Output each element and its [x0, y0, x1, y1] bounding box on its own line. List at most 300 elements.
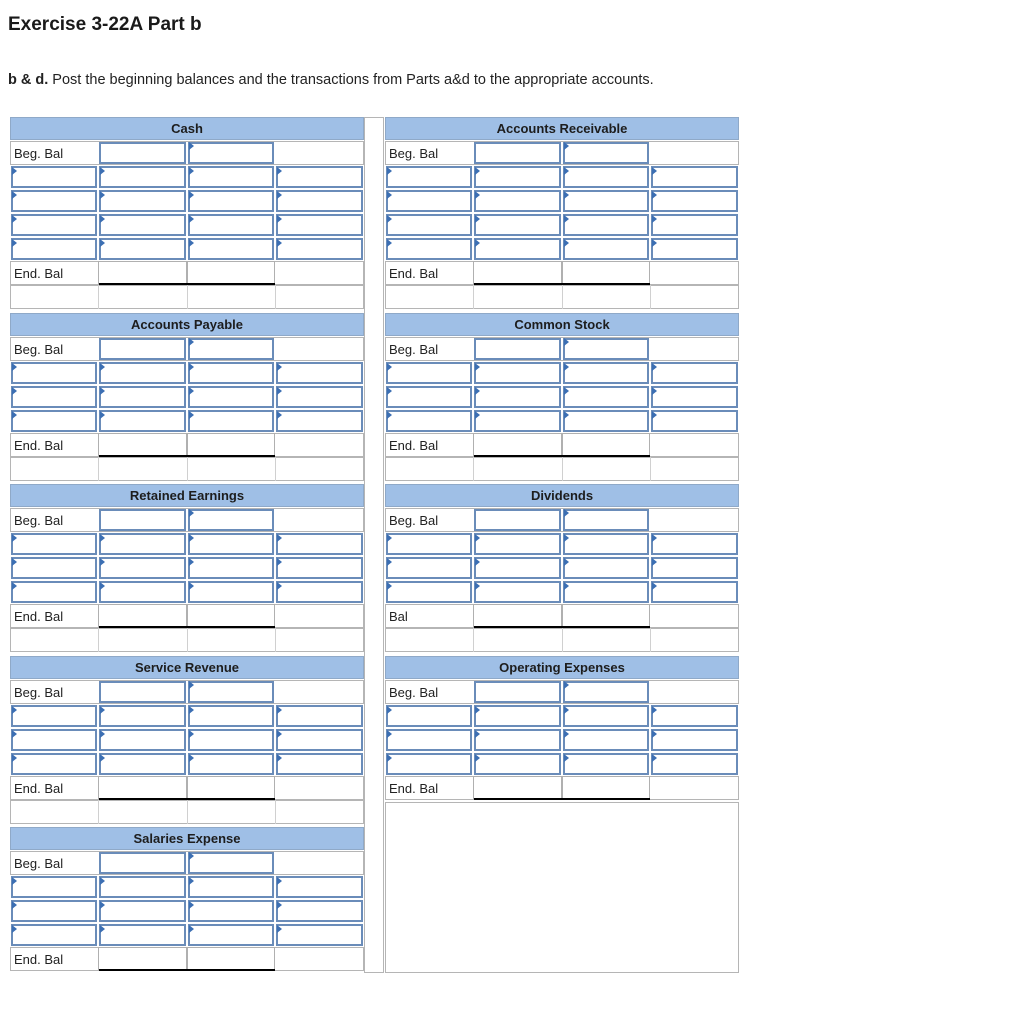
column-separator	[364, 117, 384, 973]
retained-earnings-end-label: End. Bal	[14, 609, 64, 624]
cash-tx-input[interactable]	[188, 214, 274, 236]
operating-expenses-title: Operating Expenses	[385, 656, 739, 679]
cell-divider	[98, 628, 99, 652]
dropdown-marker-icon	[189, 239, 194, 247]
cell-divider	[275, 628, 276, 652]
cash-beg-label: Beg. Bal	[14, 146, 64, 161]
dropdown-marker-icon	[652, 730, 657, 738]
dropdown-marker-icon	[564, 239, 569, 247]
common-stock-beg-label: Beg. Bal	[389, 342, 439, 357]
dropdown-marker-icon	[564, 411, 569, 419]
accounts-receivable-beg-input[interactable]	[474, 142, 561, 164]
dropdown-marker-icon	[189, 754, 194, 762]
retained-earnings-beg-label: Beg. Bal	[14, 513, 64, 528]
cash-end-input[interactable]	[187, 261, 275, 285]
dropdown-marker-icon	[387, 730, 392, 738]
cash-tx-input[interactable]	[99, 238, 186, 260]
operating-expenses-beg-input[interactable]	[474, 681, 561, 703]
accounts-payable-tx-input[interactable]	[11, 362, 97, 384]
cash-tx-input[interactable]	[188, 238, 274, 260]
dividends-end-label: Bal	[389, 609, 408, 624]
accounts-payable-title: Accounts Payable	[10, 313, 364, 336]
salaries-expense-tx-input[interactable]	[276, 900, 363, 922]
dropdown-marker-icon	[12, 239, 17, 247]
dropdown-marker-icon	[277, 534, 282, 542]
operating-expenses-tx-input[interactable]	[563, 753, 649, 775]
common-stock-tx-input[interactable]	[651, 386, 738, 408]
dropdown-marker-icon	[564, 142, 569, 150]
dropdown-marker-icon	[277, 730, 282, 738]
salaries-expense-title: Salaries Expense	[10, 827, 364, 850]
dropdown-marker-icon	[475, 191, 480, 199]
dropdown-marker-icon	[277, 558, 282, 566]
salaries-expense-tx-input[interactable]	[276, 924, 363, 946]
service-revenue-tx-input[interactable]	[11, 705, 97, 727]
dropdown-marker-icon	[652, 215, 657, 223]
cell-divider	[562, 628, 563, 652]
operating-expenses-beg-input[interactable]	[563, 681, 649, 703]
accounts-payable-tx-input[interactable]	[188, 362, 274, 384]
cell-divider	[98, 800, 99, 824]
service-revenue-title: Service Revenue	[10, 656, 364, 679]
cash-tx-input[interactable]	[276, 238, 363, 260]
dividends-tx-input[interactable]	[386, 581, 472, 603]
service-revenue-tx-input[interactable]	[99, 729, 186, 751]
salaries-expense-end-input[interactable]	[98, 947, 187, 971]
dropdown-marker-icon	[652, 363, 657, 371]
dropdown-marker-icon	[189, 387, 194, 395]
dropdown-marker-icon	[100, 877, 105, 885]
cash-tx-input[interactable]	[11, 214, 97, 236]
cell-divider	[650, 457, 651, 481]
salaries-expense-beg-label: Beg. Bal	[14, 856, 64, 871]
common-stock-beg-input[interactable]	[563, 338, 649, 360]
page-title: Exercise 3-22A Part b	[8, 14, 202, 35]
common-stock-tx-input[interactable]	[563, 362, 649, 384]
accounts-payable-tx-input[interactable]	[99, 410, 186, 432]
operating-expenses-tx-input[interactable]	[474, 729, 561, 751]
cash-end-input[interactable]	[98, 261, 187, 285]
dividends-tx-input[interactable]	[474, 557, 561, 579]
retained-earnings-tx-input[interactable]	[99, 533, 186, 555]
salaries-expense-tx-input[interactable]	[276, 876, 363, 898]
dropdown-marker-icon	[12, 191, 17, 199]
dividends-beg-input[interactable]	[563, 509, 649, 531]
cell-divider	[473, 628, 474, 652]
cash-end-label: End. Bal	[14, 266, 64, 281]
dropdown-marker-icon	[189, 215, 194, 223]
dropdown-marker-icon	[475, 534, 480, 542]
dividends-beg-input[interactable]	[474, 509, 561, 531]
cash-tx-input[interactable]	[99, 190, 186, 212]
dividends-tx-input[interactable]	[563, 557, 649, 579]
salaries-expense-tx-input[interactable]	[11, 900, 97, 922]
cash-tx-input[interactable]	[276, 166, 363, 188]
dropdown-marker-icon	[12, 925, 17, 933]
dropdown-marker-icon	[387, 239, 392, 247]
dropdown-marker-icon	[189, 142, 194, 150]
salaries-expense-end-input[interactable]	[187, 947, 275, 971]
dropdown-marker-icon	[277, 925, 282, 933]
common-stock-end-input[interactable]	[562, 433, 650, 457]
cell-divider	[275, 285, 276, 309]
service-revenue-tx-input[interactable]	[188, 753, 274, 775]
common-stock-tx-input[interactable]	[474, 410, 561, 432]
accounts-payable-end-input[interactable]	[98, 433, 187, 457]
dropdown-marker-icon	[12, 558, 17, 566]
dividends-tx-input[interactable]	[386, 533, 472, 555]
dropdown-marker-icon	[189, 901, 194, 909]
salaries-expense-end-label: End. Bal	[14, 952, 64, 967]
dropdown-marker-icon	[189, 852, 194, 860]
accounts-receivable-end-label: End. Bal	[389, 266, 439, 281]
salaries-expense-tx-input[interactable]	[99, 924, 186, 946]
dropdown-marker-icon	[475, 411, 480, 419]
dropdown-marker-icon	[189, 338, 194, 346]
operating-expenses-tx-input[interactable]	[386, 705, 472, 727]
dropdown-marker-icon	[652, 387, 657, 395]
common-stock-tx-input[interactable]	[651, 362, 738, 384]
dropdown-marker-icon	[100, 387, 105, 395]
accounts-receivable-end-input[interactable]	[473, 261, 562, 285]
cell-divider	[187, 628, 188, 652]
dropdown-marker-icon	[100, 754, 105, 762]
cash-tx-input[interactable]	[99, 166, 186, 188]
operating-expenses-tx-input[interactable]	[386, 753, 472, 775]
accounts-receivable-tx-input[interactable]	[474, 166, 561, 188]
service-revenue-end-input[interactable]	[98, 776, 187, 800]
dropdown-marker-icon	[12, 534, 17, 542]
accounts-receivable-tx-input[interactable]	[386, 190, 472, 212]
dropdown-marker-icon	[475, 558, 480, 566]
dropdown-marker-icon	[652, 706, 657, 714]
dropdown-marker-icon	[12, 901, 17, 909]
service-revenue-beg-label: Beg. Bal	[14, 685, 64, 700]
accounts-receivable-tx-input[interactable]	[474, 214, 561, 236]
dropdown-marker-icon	[100, 363, 105, 371]
retained-earnings-end-input[interactable]	[187, 604, 275, 628]
dropdown-marker-icon	[100, 558, 105, 566]
dropdown-marker-icon	[475, 215, 480, 223]
salaries-expense-beg-input[interactable]	[99, 852, 186, 874]
retained-earnings-tx-input[interactable]	[276, 533, 363, 555]
dividends-end-input[interactable]	[562, 604, 650, 628]
cell-divider	[98, 457, 99, 481]
dropdown-marker-icon	[564, 509, 569, 517]
accounts-receivable-tx-input[interactable]	[651, 190, 738, 212]
accounts-receivable-tx-input[interactable]	[474, 238, 561, 260]
salaries-expense-tx-input[interactable]	[188, 900, 274, 922]
common-stock-tx-input[interactable]	[474, 362, 561, 384]
accounts-receivable-tx-input[interactable]	[386, 238, 472, 260]
retained-earnings-tx-input[interactable]	[11, 533, 97, 555]
dropdown-marker-icon	[387, 387, 392, 395]
common-stock-tx-input[interactable]	[386, 362, 472, 384]
dropdown-marker-icon	[387, 215, 392, 223]
salaries-expense-tx-input[interactable]	[11, 876, 97, 898]
accounts-receivable-tx-input[interactable]	[651, 214, 738, 236]
accounts-receivable-beg-input[interactable]	[563, 142, 649, 164]
accounts-receivable-end-input[interactable]	[562, 261, 650, 285]
dropdown-marker-icon	[100, 411, 105, 419]
dropdown-marker-icon	[564, 338, 569, 346]
operating-expenses-end-label: End. Bal	[389, 781, 439, 796]
dropdown-marker-icon	[564, 191, 569, 199]
dividends-tx-input[interactable]	[563, 533, 649, 555]
cash-beg-input[interactable]	[99, 142, 186, 164]
dropdown-marker-icon	[277, 411, 282, 419]
dropdown-marker-icon	[475, 167, 480, 175]
accounts-payable-tx-input[interactable]	[11, 386, 97, 408]
instruction-prefix: b & d.	[8, 72, 49, 88]
dropdown-marker-icon	[12, 582, 17, 590]
dividends-beg-label: Beg. Bal	[389, 513, 439, 528]
accounts-receivable-tx-input[interactable]	[474, 190, 561, 212]
dropdown-marker-icon	[189, 509, 194, 517]
dropdown-marker-icon	[12, 754, 17, 762]
dropdown-marker-icon	[475, 239, 480, 247]
accounts-payable-tx-input[interactable]	[276, 410, 363, 432]
dropdown-marker-icon	[100, 706, 105, 714]
dropdown-marker-icon	[652, 167, 657, 175]
accounts-payable-tx-input[interactable]	[11, 410, 97, 432]
accounts-receivable-tx-input[interactable]	[563, 238, 649, 260]
service-revenue-tx-input[interactable]	[276, 753, 363, 775]
retained-earnings-tx-input[interactable]	[11, 581, 97, 603]
salaries-expense-tx-input[interactable]	[11, 924, 97, 946]
operating-expenses-tx-input[interactable]	[474, 705, 561, 727]
accounts-payable-end-input[interactable]	[187, 433, 275, 457]
salaries-expense-beg-input[interactable]	[188, 852, 274, 874]
dropdown-marker-icon	[277, 387, 282, 395]
service-revenue-tx-input[interactable]	[11, 729, 97, 751]
service-revenue-beg-input[interactable]	[99, 681, 186, 703]
dropdown-marker-icon	[277, 706, 282, 714]
retained-earnings-title: Retained Earnings	[10, 484, 364, 507]
salaries-expense-tx-input[interactable]	[99, 876, 186, 898]
salaries-expense-tx-input[interactable]	[99, 900, 186, 922]
dropdown-marker-icon	[189, 191, 194, 199]
retained-earnings-tx-input[interactable]	[276, 557, 363, 579]
cash-tx-input[interactable]	[188, 190, 274, 212]
dropdown-marker-icon	[475, 387, 480, 395]
cash-tx-input[interactable]	[188, 166, 274, 188]
dropdown-marker-icon	[652, 239, 657, 247]
dropdown-marker-icon	[387, 411, 392, 419]
dropdown-marker-icon	[189, 558, 194, 566]
cell-divider	[473, 285, 474, 309]
salaries-expense-tx-input[interactable]	[188, 924, 274, 946]
common-stock-title: Common Stock	[385, 313, 739, 336]
accounts-receivable-tx-input[interactable]	[386, 166, 472, 188]
cash-tx-input[interactable]	[99, 214, 186, 236]
operating-expenses-tx-input[interactable]	[651, 729, 738, 751]
service-revenue-tx-input[interactable]	[276, 729, 363, 751]
operating-expenses-tx-input[interactable]	[474, 753, 561, 775]
dropdown-marker-icon	[189, 730, 194, 738]
accounts-payable-beg-input[interactable]	[188, 338, 274, 360]
accounts-payable-beg-input[interactable]	[99, 338, 186, 360]
operating-expenses-tx-input[interactable]	[651, 753, 738, 775]
retained-earnings-tx-input[interactable]	[188, 581, 274, 603]
retained-earnings-tx-input[interactable]	[99, 557, 186, 579]
dropdown-marker-icon	[189, 167, 194, 175]
operating-expenses-tx-input[interactable]	[563, 729, 649, 751]
dropdown-marker-icon	[564, 754, 569, 762]
dropdown-marker-icon	[277, 191, 282, 199]
retained-earnings-tx-input[interactable]	[276, 581, 363, 603]
cash-beg-input[interactable]	[188, 142, 274, 164]
dropdown-marker-icon	[100, 582, 105, 590]
accounts-receivable-tx-input[interactable]	[563, 190, 649, 212]
cash-title: Cash	[10, 117, 364, 140]
cell-divider	[650, 628, 651, 652]
cell-divider	[473, 457, 474, 481]
dividends-tx-input[interactable]	[651, 581, 738, 603]
service-revenue-tx-input[interactable]	[188, 729, 274, 751]
common-stock-tx-input[interactable]	[563, 410, 649, 432]
dropdown-marker-icon	[100, 167, 105, 175]
dropdown-marker-icon	[387, 754, 392, 762]
common-stock-tx-input[interactable]	[386, 410, 472, 432]
dropdown-marker-icon	[652, 534, 657, 542]
dropdown-marker-icon	[564, 534, 569, 542]
dropdown-marker-icon	[564, 681, 569, 689]
cash-tx-input[interactable]	[11, 238, 97, 260]
common-stock-tx-input[interactable]	[563, 386, 649, 408]
service-revenue-tx-input[interactable]	[99, 705, 186, 727]
dividends-tx-input[interactable]	[563, 581, 649, 603]
retained-earnings-tx-input[interactable]	[188, 533, 274, 555]
operating-expenses-end-input[interactable]	[473, 776, 562, 800]
dropdown-marker-icon	[189, 534, 194, 542]
operating-expenses-tx-input[interactable]	[386, 729, 472, 751]
dropdown-marker-icon	[189, 877, 194, 885]
dropdown-marker-icon	[564, 582, 569, 590]
common-stock-tx-input[interactable]	[386, 386, 472, 408]
retained-earnings-tx-input[interactable]	[99, 581, 186, 603]
retained-earnings-tx-input[interactable]	[11, 557, 97, 579]
dropdown-marker-icon	[12, 215, 17, 223]
accounts-payable-tx-input[interactable]	[99, 362, 186, 384]
dividends-tx-input[interactable]	[651, 557, 738, 579]
operating-expenses-tx-input[interactable]	[563, 705, 649, 727]
dividends-tx-input[interactable]	[386, 557, 472, 579]
retained-earnings-tx-input[interactable]	[188, 557, 274, 579]
common-stock-beg-input[interactable]	[474, 338, 561, 360]
dropdown-marker-icon	[277, 167, 282, 175]
service-revenue-tx-input[interactable]	[276, 705, 363, 727]
dropdown-marker-icon	[564, 730, 569, 738]
service-revenue-tx-input[interactable]	[188, 705, 274, 727]
accounts-payable-tx-input[interactable]	[276, 386, 363, 408]
retained-earnings-end-input[interactable]	[98, 604, 187, 628]
operating-expenses-tx-input[interactable]	[651, 705, 738, 727]
service-revenue-tx-input[interactable]	[11, 753, 97, 775]
dropdown-marker-icon	[652, 754, 657, 762]
accounts-payable-tx-input[interactable]	[188, 386, 274, 408]
cell-divider	[98, 285, 99, 309]
cash-tx-input[interactable]	[276, 214, 363, 236]
dropdown-marker-icon	[475, 582, 480, 590]
dropdown-marker-icon	[387, 582, 392, 590]
dropdown-marker-icon	[564, 558, 569, 566]
cell-divider	[562, 285, 563, 309]
service-revenue-end-input[interactable]	[187, 776, 275, 800]
accounts-payable-tx-input[interactable]	[276, 362, 363, 384]
dropdown-marker-icon	[189, 925, 194, 933]
cell-divider	[562, 457, 563, 481]
accounts-payable-tx-input[interactable]	[188, 410, 274, 432]
dropdown-marker-icon	[564, 387, 569, 395]
dropdown-marker-icon	[652, 411, 657, 419]
dropdown-marker-icon	[564, 706, 569, 714]
dropdown-marker-icon	[277, 215, 282, 223]
accounts-receivable-tx-input[interactable]	[651, 238, 738, 260]
accounts-receivable-tx-input[interactable]	[563, 214, 649, 236]
dividends-tx-input[interactable]	[474, 533, 561, 555]
service-revenue-beg-input[interactable]	[188, 681, 274, 703]
service-revenue-tx-input[interactable]	[99, 753, 186, 775]
cell-divider	[187, 457, 188, 481]
dropdown-marker-icon	[277, 901, 282, 909]
dropdown-marker-icon	[12, 411, 17, 419]
dropdown-marker-icon	[100, 239, 105, 247]
dropdown-marker-icon	[475, 706, 480, 714]
dropdown-marker-icon	[277, 754, 282, 762]
dividends-tx-input[interactable]	[474, 581, 561, 603]
dividends-end-input[interactable]	[473, 604, 562, 628]
accounts-receivable-title: Accounts Receivable	[385, 117, 739, 140]
common-stock-end-input[interactable]	[473, 433, 562, 457]
cell-divider	[275, 457, 276, 481]
cell-divider	[650, 285, 651, 309]
accounts-receivable-tx-input[interactable]	[563, 166, 649, 188]
dividends-tx-input[interactable]	[651, 533, 738, 555]
dropdown-marker-icon	[12, 363, 17, 371]
accounts-payable-end-label: End. Bal	[14, 438, 64, 453]
dropdown-marker-icon	[189, 363, 194, 371]
common-stock-end-label: End. Bal	[389, 438, 439, 453]
retained-earnings-beg-input[interactable]	[99, 509, 186, 531]
dropdown-marker-icon	[277, 582, 282, 590]
dropdown-marker-icon	[12, 877, 17, 885]
service-revenue-end-label: End. Bal	[14, 781, 64, 796]
empty-area	[385, 802, 739, 973]
retained-earnings-beg-input[interactable]	[188, 509, 274, 531]
cash-tx-input[interactable]	[11, 166, 97, 188]
dropdown-marker-icon	[387, 706, 392, 714]
dropdown-marker-icon	[652, 582, 657, 590]
salaries-expense-tx-input[interactable]	[188, 876, 274, 898]
dropdown-marker-icon	[277, 363, 282, 371]
cell-divider	[275, 800, 276, 824]
cash-tx-input[interactable]	[276, 190, 363, 212]
dropdown-marker-icon	[100, 925, 105, 933]
operating-expenses-beg-label: Beg. Bal	[389, 685, 439, 700]
common-stock-tx-input[interactable]	[474, 386, 561, 408]
cash-tx-input[interactable]	[11, 190, 97, 212]
accounts-receivable-tx-input[interactable]	[386, 214, 472, 236]
dropdown-marker-icon	[387, 363, 392, 371]
common-stock-tx-input[interactable]	[651, 410, 738, 432]
accounts-receivable-beg-label: Beg. Bal	[389, 146, 439, 161]
accounts-payable-tx-input[interactable]	[99, 386, 186, 408]
operating-expenses-end-input[interactable]	[562, 776, 650, 800]
dropdown-marker-icon	[564, 215, 569, 223]
dropdown-marker-icon	[189, 411, 194, 419]
accounts-receivable-tx-input[interactable]	[651, 166, 738, 188]
